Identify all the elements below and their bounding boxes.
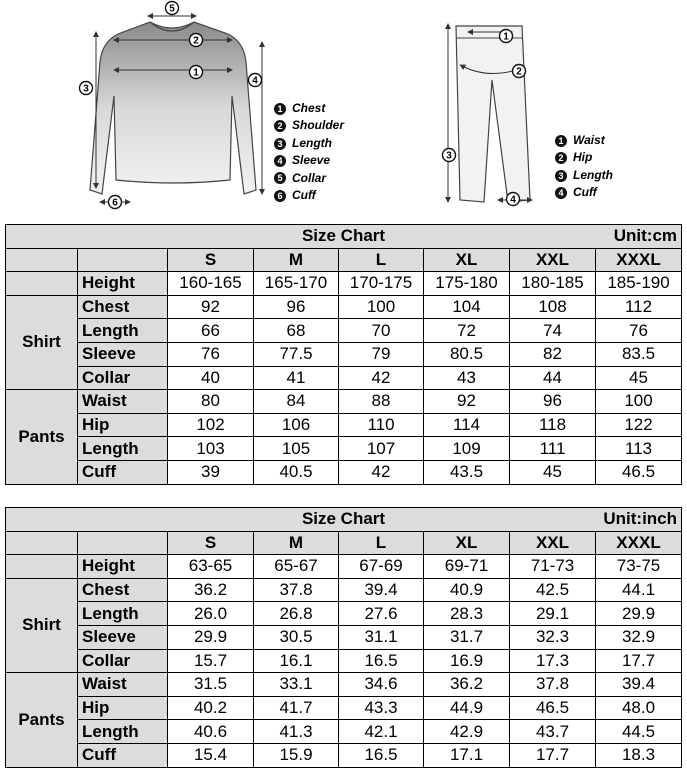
table-cell: 40.6	[168, 720, 254, 744]
group-label: Shirt	[6, 578, 78, 672]
size-header: XXXL	[596, 531, 682, 555]
table-cell: 92	[424, 390, 510, 414]
shirt-legend-item	[274, 152, 344, 169]
size-header: XXXL	[596, 248, 682, 272]
table-cell: 113	[596, 437, 682, 461]
table-row	[6, 743, 682, 767]
table-cell: 105	[254, 437, 339, 461]
table-cell: 107	[339, 437, 424, 461]
row-label: Height	[78, 555, 168, 579]
table-cell: 69-71	[424, 555, 510, 579]
size-header-row	[6, 248, 682, 272]
table-cell: 165-170	[254, 272, 339, 296]
table-cell: 112	[596, 295, 682, 319]
shirt-legend-item	[274, 135, 344, 152]
table-cell: 80.5	[424, 342, 510, 366]
table-cell: 175-180	[424, 272, 510, 296]
table-cell: 72	[424, 319, 510, 343]
pants-legend-item	[555, 132, 613, 149]
shirt-marker-4	[80, 82, 93, 95]
table-row	[6, 649, 682, 673]
table-cell: 16.1	[254, 649, 339, 673]
table-cell: 36.2	[168, 578, 254, 602]
table-cell: 70	[339, 319, 424, 343]
row-label: Cuff	[78, 460, 168, 484]
table-cell: 106	[254, 413, 339, 437]
row-label: Hip	[78, 696, 168, 720]
size-header: M	[254, 531, 339, 555]
table-cell: 37.8	[254, 578, 339, 602]
table-row	[6, 342, 682, 366]
table-cell: 96	[510, 390, 596, 414]
table-cell: 114	[424, 413, 510, 437]
size-chart-inch	[5, 507, 682, 768]
table-cell: 83.5	[596, 342, 682, 366]
table-row	[6, 437, 682, 461]
table-cell: 16.5	[339, 743, 424, 767]
height-row	[6, 272, 682, 296]
legend-label: Hip	[573, 150, 593, 165]
table-cell: 80	[168, 390, 254, 414]
marker-number: 1	[503, 31, 509, 43]
size-header: L	[339, 531, 424, 555]
table-cell: 31.7	[424, 625, 510, 649]
number-badge-icon: 1	[274, 103, 286, 115]
size-header: XL	[424, 531, 510, 555]
table-cell: 102	[168, 413, 254, 437]
marker-number: 5	[169, 3, 175, 15]
size-header: S	[168, 531, 254, 555]
shirt-marker-5	[249, 74, 262, 87]
table-cell: 76	[596, 319, 682, 343]
table-cell: 48.0	[596, 696, 682, 720]
shirt-legend-item	[274, 170, 344, 187]
marker-number: 2	[193, 35, 199, 47]
pants-marker-2	[513, 65, 526, 78]
table-row	[6, 366, 682, 390]
shirt-legend-item	[274, 117, 344, 134]
size-header: XL	[424, 248, 510, 272]
table-cell: 40.2	[168, 696, 254, 720]
table-cell: 122	[596, 413, 682, 437]
table-cell: 42	[339, 460, 424, 484]
number-badge-icon: 1	[555, 135, 567, 147]
group-label: Pants	[6, 673, 78, 767]
size-chart-cm	[5, 224, 682, 485]
size-header: XXL	[510, 531, 596, 555]
marker-number: 3	[83, 83, 89, 95]
shirt-legend	[274, 100, 344, 204]
table-cell: 46.5	[596, 460, 682, 484]
shirt-marker-2	[190, 34, 203, 47]
shirt-legend-item	[274, 187, 344, 204]
blank-cell	[6, 248, 78, 272]
table-cell: 45	[596, 366, 682, 390]
table-cell: 180-185	[510, 272, 596, 296]
row-label: Waist	[78, 390, 168, 414]
group-label: Pants	[6, 390, 78, 484]
table-cell: 44.1	[596, 578, 682, 602]
table-row	[6, 720, 682, 744]
table-row	[6, 578, 682, 602]
table-cell: 29.1	[510, 602, 596, 626]
row-label: Length	[78, 720, 168, 744]
table-cell: 16.5	[339, 649, 424, 673]
table-cell: 30.5	[254, 625, 339, 649]
legend-label: Collar	[292, 170, 327, 185]
number-badge-icon: 3	[555, 170, 567, 182]
shirt-marker-3	[190, 66, 203, 79]
size-header: L	[339, 248, 424, 272]
size-header: S	[168, 248, 254, 272]
table-cell: 41.7	[254, 696, 339, 720]
table-cell: 65-67	[254, 555, 339, 579]
pants-marker-3	[443, 149, 456, 162]
number-badge-icon: 6	[274, 190, 286, 202]
legend-label: Shoulder	[292, 118, 345, 133]
table-cell: 74	[510, 319, 596, 343]
table-row	[6, 390, 682, 414]
row-label: Collar	[78, 366, 168, 390]
table-cell: 84	[254, 390, 339, 414]
table-cell: 33.1	[254, 673, 339, 697]
table-cell: 17.7	[510, 743, 596, 767]
blank-cell	[78, 531, 168, 555]
row-label: Sleeve	[78, 342, 168, 366]
table-cell: 42.5	[510, 578, 596, 602]
table-cell: 27.6	[339, 602, 424, 626]
table-cell: 44	[510, 366, 596, 390]
table-cell: 110	[339, 413, 424, 437]
table-cell: 96	[254, 295, 339, 319]
table-cell: 17.1	[424, 743, 510, 767]
marker-number: 4	[510, 194, 516, 206]
table-cell: 40.5	[254, 460, 339, 484]
table-cell: 68	[254, 319, 339, 343]
table-cell: 170-175	[339, 272, 424, 296]
blank-cell	[6, 555, 78, 579]
table-cell: 43	[424, 366, 510, 390]
table-cell: 17.7	[596, 649, 682, 673]
legend-label: Cuff	[573, 185, 597, 200]
table-cell: 31.5	[168, 673, 254, 697]
table-cell: 66	[168, 319, 254, 343]
pants-marker-4	[507, 193, 520, 206]
row-label: Length	[78, 437, 168, 461]
table-title: Size Chart	[301, 226, 386, 246]
table-title-cell	[6, 225, 682, 249]
number-badge-icon: 5	[274, 172, 286, 184]
table-cell: 43.5	[424, 460, 510, 484]
marker-number: 1	[193, 67, 199, 79]
number-badge-icon: 4	[555, 187, 567, 199]
legend-label: Sleeve	[292, 153, 331, 168]
table-cell: 100	[339, 295, 424, 319]
legend-label: Cuff	[292, 188, 316, 203]
table-cell: 40.9	[424, 578, 510, 602]
table-cell: 36.2	[424, 673, 510, 697]
number-badge-icon: 3	[274, 138, 286, 150]
table-cell: 37.8	[510, 673, 596, 697]
table-cell: 28.3	[424, 602, 510, 626]
pants-legend-item	[555, 149, 613, 166]
blank-cell	[6, 272, 78, 296]
table-cell: 100	[596, 390, 682, 414]
table-row	[6, 413, 682, 437]
unit-label: Unit:cm	[613, 226, 678, 245]
table-cell: 31.1	[339, 625, 424, 649]
table-cell: 160-165	[168, 272, 254, 296]
table-title: Size Chart	[301, 509, 386, 529]
shirt-drawing	[90, 16, 262, 202]
table-cell: 82	[510, 342, 596, 366]
table-cell: 39	[168, 460, 254, 484]
shirt-legend-item	[274, 100, 344, 117]
marker-number: 6	[112, 197, 118, 209]
shirt-marker-1	[166, 2, 179, 15]
table-cell: 63-65	[168, 555, 254, 579]
marker-number: 4	[252, 75, 258, 87]
table-cell: 104	[424, 295, 510, 319]
table-title-cell	[6, 508, 682, 532]
table-row	[6, 460, 682, 484]
number-badge-icon: 2	[555, 152, 567, 164]
legend-label: Chest	[292, 101, 326, 115]
unit-label: Unit:inch	[603, 509, 678, 528]
legend-label: Waist	[573, 133, 605, 147]
table-cell: 15.7	[168, 649, 254, 673]
pants-marker-1	[500, 30, 513, 43]
size-header: M	[254, 248, 339, 272]
legend-label: Length	[573, 167, 613, 182]
table-cell: 15.4	[168, 743, 254, 767]
pants-drawing	[448, 26, 530, 202]
table-cell: 17.3	[510, 649, 596, 673]
pants-legend	[555, 132, 613, 202]
row-label: Cuff	[78, 743, 168, 767]
table-cell: 42.9	[424, 720, 510, 744]
row-label: Chest	[78, 295, 168, 319]
blank-cell	[78, 248, 168, 272]
row-label: Sleeve	[78, 625, 168, 649]
table-row	[6, 696, 682, 720]
table-cell: 111	[510, 437, 596, 461]
table-cell: 41.3	[254, 720, 339, 744]
table-cell: 43.7	[510, 720, 596, 744]
pants-legend-item	[555, 184, 613, 201]
table-cell: 73-75	[596, 555, 682, 579]
table-cell: 92	[168, 295, 254, 319]
table-cell: 88	[339, 390, 424, 414]
table-cell: 185-190	[596, 272, 682, 296]
shirt-marker-6	[109, 196, 122, 209]
marker-number: 2	[516, 66, 522, 78]
table-cell: 26.0	[168, 602, 254, 626]
table-cell: 42.1	[339, 720, 424, 744]
table-row	[6, 319, 682, 343]
row-label: Waist	[78, 673, 168, 697]
table-cell: 103	[168, 437, 254, 461]
measurement-diagram	[0, 0, 687, 222]
blank-cell	[6, 531, 78, 555]
table-cell: 29.9	[168, 625, 254, 649]
table-cell: 34.6	[339, 673, 424, 697]
table-cell: 15.9	[254, 743, 339, 767]
table-cell: 71-73	[510, 555, 596, 579]
table-row	[6, 295, 682, 319]
table-cell: 118	[510, 413, 596, 437]
legend-label: Length	[292, 135, 332, 150]
number-badge-icon: 4	[274, 155, 286, 167]
size-header: XXL	[510, 248, 596, 272]
table-cell: 18.3	[596, 743, 682, 767]
table-cell: 40	[168, 366, 254, 390]
table-cell: 32.3	[510, 625, 596, 649]
row-label: Chest	[78, 578, 168, 602]
size-header-row	[6, 531, 682, 555]
table-cell: 46.5	[510, 696, 596, 720]
row-label: Hip	[78, 413, 168, 437]
height-row	[6, 555, 682, 579]
table-cell: 79	[339, 342, 424, 366]
title-row	[6, 225, 682, 249]
table-cell: 39.4	[339, 578, 424, 602]
table-cell: 26.8	[254, 602, 339, 626]
table-cell: 29.9	[596, 602, 682, 626]
table-row	[6, 602, 682, 626]
number-badge-icon: 2	[274, 120, 286, 132]
table-cell: 16.9	[424, 649, 510, 673]
table-cell: 39.4	[596, 673, 682, 697]
table-cell: 108	[510, 295, 596, 319]
table-row	[6, 673, 682, 697]
row-label: Height	[78, 272, 168, 296]
title-row	[6, 508, 682, 532]
row-label: Length	[78, 602, 168, 626]
table-cell: 42	[339, 366, 424, 390]
table-cell: 76	[168, 342, 254, 366]
table-cell: 32.9	[596, 625, 682, 649]
table-cell: 67-69	[339, 555, 424, 579]
table-cell: 109	[424, 437, 510, 461]
table-cell: 77.5	[254, 342, 339, 366]
table-cell: 44.9	[424, 696, 510, 720]
table-row	[6, 625, 682, 649]
marker-number: 3	[446, 150, 452, 162]
pants-legend-item	[555, 167, 613, 184]
table-cell: 44.5	[596, 720, 682, 744]
table-cell: 43.3	[339, 696, 424, 720]
table-cell: 45	[510, 460, 596, 484]
row-label: Collar	[78, 649, 168, 673]
row-label: Length	[78, 319, 168, 343]
table-cell: 41	[254, 366, 339, 390]
group-label: Shirt	[6, 295, 78, 389]
